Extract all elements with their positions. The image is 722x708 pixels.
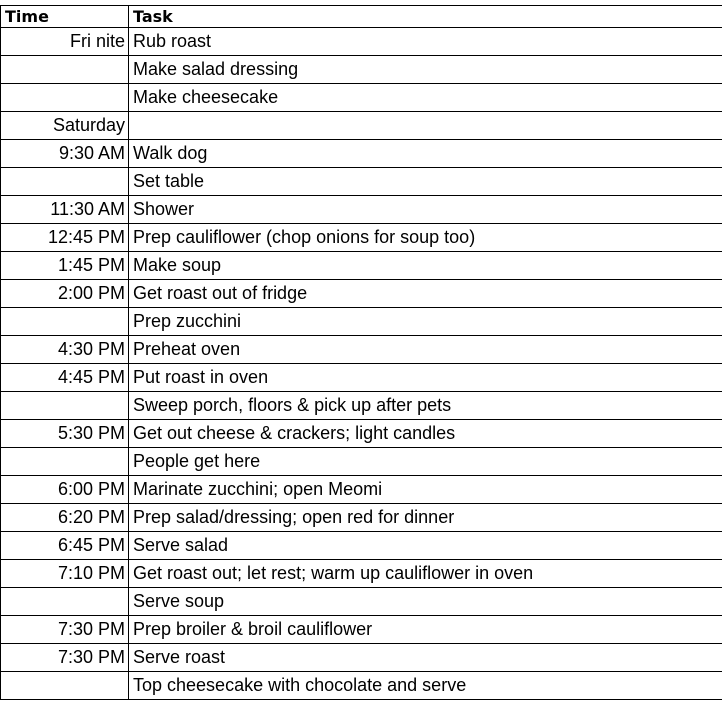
task-cell: Walk dog xyxy=(129,140,722,168)
task-cell xyxy=(129,112,722,140)
time-cell: 2:00 PM xyxy=(1,280,129,308)
table-row xyxy=(1,364,722,392)
table-row xyxy=(1,616,722,644)
time-cell xyxy=(1,448,129,476)
task-cell: Get roast out; let rest; warm up cauliflower in oven xyxy=(129,560,722,588)
table-row xyxy=(1,476,722,504)
table-row xyxy=(1,672,722,700)
column-header-task: Task xyxy=(129,6,722,28)
table-row xyxy=(1,224,722,252)
time-cell: 6:00 PM xyxy=(1,476,129,504)
time-cell xyxy=(1,588,129,616)
task-cell: Top cheesecake with chocolate and serve xyxy=(129,672,722,700)
task-cell: Put roast in oven xyxy=(129,364,722,392)
time-cell: 4:45 PM xyxy=(1,364,129,392)
task-cell: Prep broiler & broil cauliflower xyxy=(129,616,722,644)
table-row xyxy=(1,280,722,308)
time-cell: 6:45 PM xyxy=(1,532,129,560)
time-cell: 6:20 PM xyxy=(1,504,129,532)
table-row xyxy=(1,420,722,448)
schedule-sheet xyxy=(0,5,722,700)
time-cell xyxy=(1,56,129,84)
task-cell: Prep salad/dressing; open red for dinner xyxy=(129,504,722,532)
table-row xyxy=(1,532,722,560)
task-cell: Make soup xyxy=(129,252,722,280)
task-cell: Sweep porch, floors & pick up after pets xyxy=(129,392,722,420)
table-row xyxy=(1,112,722,140)
table-row xyxy=(1,504,722,532)
task-cell: Get out cheese & crackers; light candles xyxy=(129,420,722,448)
time-cell: 11:30 AM xyxy=(1,196,129,224)
schedule-table xyxy=(0,5,722,700)
header-row xyxy=(1,6,722,28)
table-row xyxy=(1,56,722,84)
time-cell xyxy=(1,672,129,700)
table-row xyxy=(1,196,722,224)
time-cell: 4:30 PM xyxy=(1,336,129,364)
task-cell: Prep zucchini xyxy=(129,308,722,336)
time-cell: 1:45 PM xyxy=(1,252,129,280)
task-cell: People get here xyxy=(129,448,722,476)
table-row xyxy=(1,588,722,616)
table-row xyxy=(1,644,722,672)
table-row xyxy=(1,336,722,364)
table-row xyxy=(1,308,722,336)
table-row xyxy=(1,168,722,196)
task-cell: Serve soup xyxy=(129,588,722,616)
task-cell: Set table xyxy=(129,168,722,196)
task-cell: Marinate zucchini; open Meomi xyxy=(129,476,722,504)
time-cell: Fri nite xyxy=(1,28,129,56)
time-cell: 12:45 PM xyxy=(1,224,129,252)
task-cell: Serve salad xyxy=(129,532,722,560)
table-row xyxy=(1,28,722,56)
task-cell: Get roast out of fridge xyxy=(129,280,722,308)
time-cell xyxy=(1,392,129,420)
time-cell: 9:30 AM xyxy=(1,140,129,168)
task-cell: Make salad dressing xyxy=(129,56,722,84)
task-cell: Preheat oven xyxy=(129,336,722,364)
table-row xyxy=(1,448,722,476)
task-cell: Serve roast xyxy=(129,644,722,672)
time-cell: 7:30 PM xyxy=(1,616,129,644)
time-cell xyxy=(1,168,129,196)
table-row xyxy=(1,84,722,112)
time-cell: 5:30 PM xyxy=(1,420,129,448)
task-cell: Prep cauliflower (chop onions for soup too) xyxy=(129,224,722,252)
task-cell: Rub roast xyxy=(129,28,722,56)
time-cell: 7:10 PM xyxy=(1,560,129,588)
table-row xyxy=(1,560,722,588)
schedule-body xyxy=(1,28,722,700)
time-cell: 7:30 PM xyxy=(1,644,129,672)
column-header-time: Time xyxy=(1,6,129,28)
time-cell: Saturday xyxy=(1,112,129,140)
table-row xyxy=(1,392,722,420)
time-cell xyxy=(1,84,129,112)
task-cell: Shower xyxy=(129,196,722,224)
table-row xyxy=(1,140,722,168)
task-cell: Make cheesecake xyxy=(129,84,722,112)
table-row xyxy=(1,252,722,280)
time-cell xyxy=(1,308,129,336)
